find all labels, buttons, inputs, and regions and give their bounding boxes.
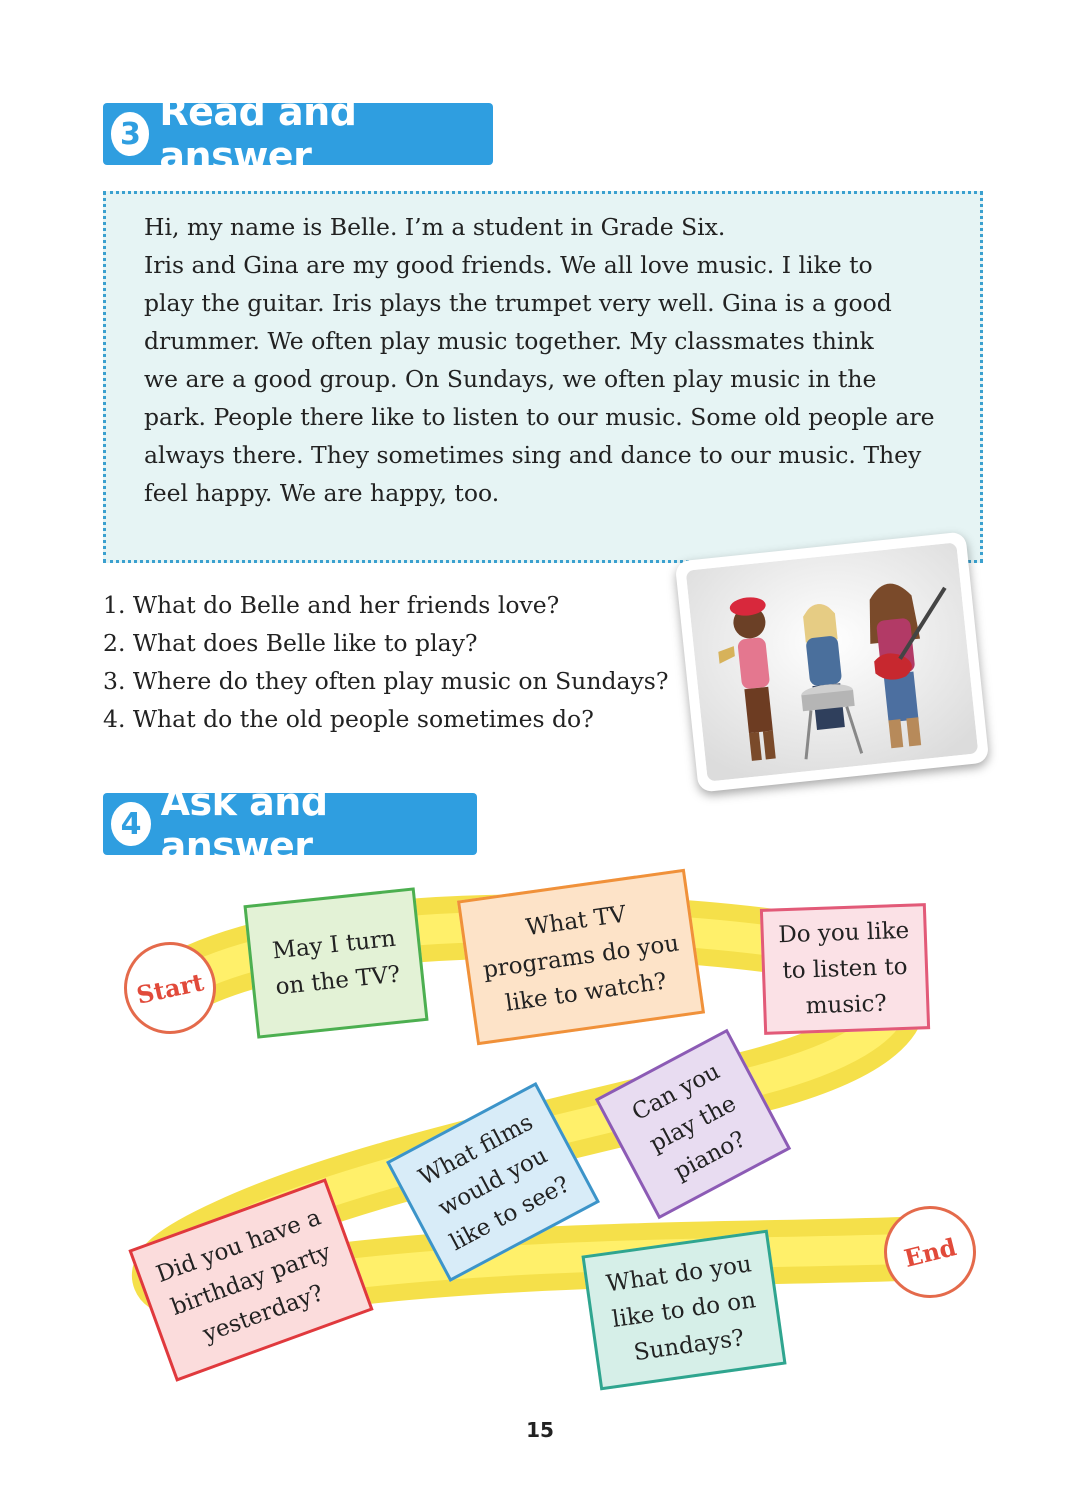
section-title: Read and answer xyxy=(159,90,357,178)
game-card xyxy=(243,887,428,1038)
card-text: Did you have a birthday party yesterday? xyxy=(152,1204,335,1348)
card-text: What do you like to do on Sundays? xyxy=(604,1251,758,1367)
card-text: May I turn on the TV? xyxy=(271,925,402,1001)
game-card xyxy=(760,903,930,1035)
section-4-heading xyxy=(103,780,477,868)
section-3-heading xyxy=(103,90,493,178)
page-number: 15 xyxy=(526,1418,554,1442)
question-item: 2. What does Belle like to play? xyxy=(103,629,478,657)
card-text: What films would you like to see? xyxy=(414,1109,574,1257)
band-photo-illustration xyxy=(686,542,979,781)
card-text: What TV programs do you like to watch? xyxy=(481,901,681,1017)
passage-line: feel happy. We are happy, too. xyxy=(144,479,500,507)
section-title: Ask and answer xyxy=(160,780,328,868)
passage-line: drummer. We often play music together. My classmates think xyxy=(144,327,874,355)
passage-line: park. People there like to listen to our music. Some old people are xyxy=(144,403,935,431)
passage-line: Hi, my name is Belle. I’m a student in Grade Six. xyxy=(144,213,726,241)
start-label: Start xyxy=(133,966,207,1010)
passage-line: we are a good group. On Sundays, we often play music in the xyxy=(144,365,877,393)
question-item: 1. What do Belle and her friends love? xyxy=(103,591,560,619)
board-game xyxy=(0,870,1080,1410)
reading-passage-box xyxy=(103,191,983,563)
section-number: 4 xyxy=(111,802,151,846)
passage-line: Iris and Gina are my good friends. We all love music. I like to xyxy=(144,251,873,279)
end-label: End xyxy=(901,1231,959,1273)
game-card xyxy=(581,1230,786,1391)
band-photo xyxy=(675,531,990,792)
section-number: 3 xyxy=(111,112,149,156)
card-text: Can you play the piano? xyxy=(628,1058,750,1186)
question-item: 3. Where do they often play music on Sundays? xyxy=(103,667,669,695)
question-list xyxy=(103,586,668,738)
card-text: Do you like to listen to music? xyxy=(777,917,910,1020)
passage-line: play the guitar. Iris plays the trumpet very well. Gina is a good xyxy=(144,289,892,317)
question-item: 4. What do the old people sometimes do? xyxy=(103,705,594,733)
reading-passage xyxy=(144,208,944,512)
passage-line: always there. They sometimes sing and dance to our music. They xyxy=(144,441,922,469)
